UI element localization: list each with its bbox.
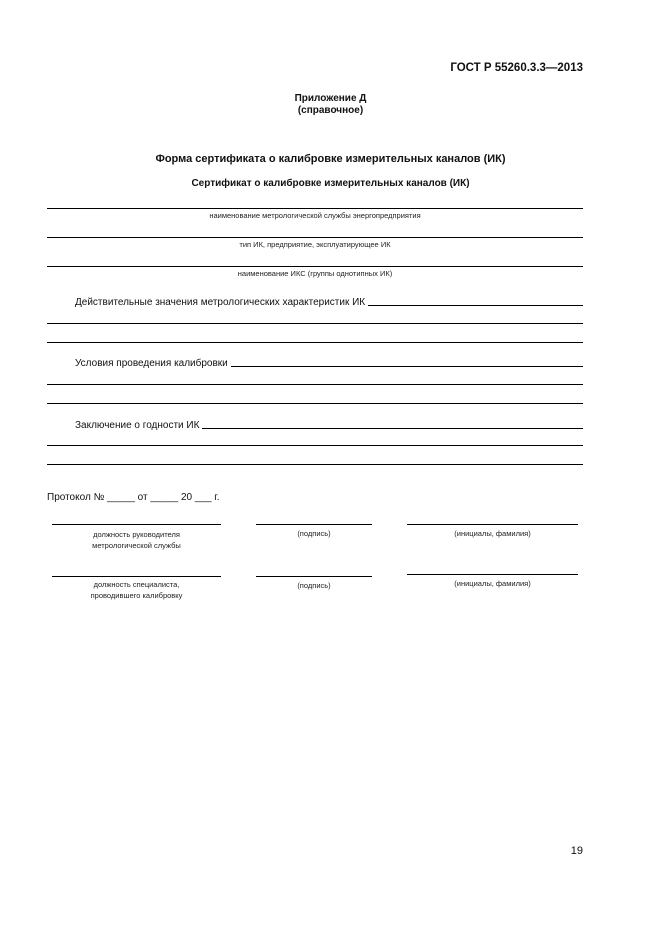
head-signature-caption: (подпись): [297, 529, 331, 538]
conditions-line-2: [47, 384, 583, 385]
metrology-line-3: [47, 342, 583, 343]
ik-type-line: [47, 237, 583, 238]
specialist-position-text-2: проводившего калибровку: [90, 591, 183, 600]
specialist-position-caption: [52, 579, 221, 601]
ik-type-caption: тип ИК, предприятие, эксплуатирующее ИК: [239, 240, 391, 249]
conditions-fill-line: [231, 366, 583, 367]
specialist-name-line: [407, 574, 578, 575]
standard-number: ГОСТ Р 55260.3.3—2013: [450, 62, 583, 74]
iks-name-line: [47, 266, 583, 267]
conclusion-field: [75, 418, 583, 431]
conclusion-line-2: [47, 445, 583, 446]
head-name-caption: (инициалы, фамилия): [454, 529, 531, 538]
specialist-signature-line: [256, 576, 372, 577]
iks-name-caption: наименование ИКС (группы однотипных ИК): [237, 269, 393, 278]
conclusion-line-3: [47, 464, 583, 465]
specialist-signature-caption: (подпись): [297, 581, 331, 590]
page-number: 19: [570, 845, 583, 857]
metrology-label: Действительные значения метрологических характеристик ИК: [75, 297, 366, 308]
head-signature-line: [256, 524, 372, 525]
specialist-position-line: [52, 576, 221, 577]
service-name-caption: наименование метрологической службы энергопредприятия: [209, 211, 421, 220]
service-name-line: [47, 208, 583, 209]
head-position-line: [52, 524, 221, 525]
head-position-text-2: метрологической службы: [92, 541, 181, 550]
appendix-subtitle: (справочное): [297, 105, 364, 116]
conditions-line-3: [47, 403, 583, 404]
conditions-label: Условия проведения калибровки: [75, 358, 228, 369]
head-position-caption: [52, 529, 221, 551]
form-title: Форма сертификата о калибровке измерительных каналов (ИК): [155, 153, 506, 165]
head-name-line: [407, 524, 578, 525]
metrology-line-2: [47, 323, 583, 324]
conditions-field: [75, 356, 583, 369]
specialist-name-caption: (инициалы, фамилия): [454, 579, 531, 588]
certificate-title: Сертификат о калибровке измерительных каналов (ИК): [191, 178, 470, 189]
conclusion-fill-line: [202, 428, 583, 429]
protocol-line: Протокол № _____ от _____ 20 ___ г.: [47, 492, 220, 503]
appendix-title: Приложение Д: [294, 93, 367, 104]
head-position-text-1: должность руководителя: [93, 530, 180, 539]
conclusion-label: Заключение о годности ИК: [75, 420, 200, 431]
metrology-field: [75, 295, 583, 308]
metrology-fill-line: [368, 305, 583, 306]
specialist-position-text-1: должность специалиста,: [93, 580, 180, 589]
